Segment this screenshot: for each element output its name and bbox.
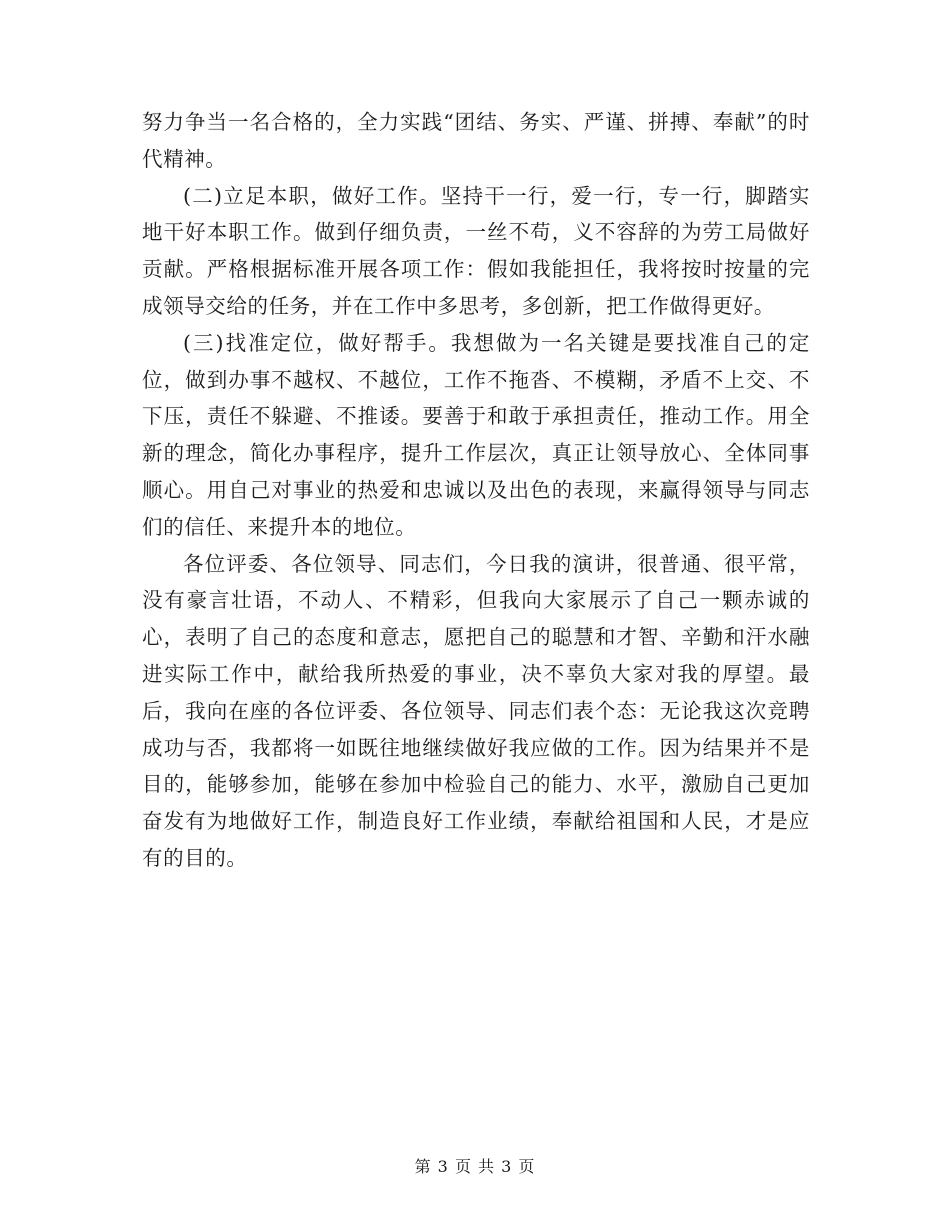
paragraph-continuation: 努力争当一名合格的，全力实践“团结、务实、严谨、拼搏、奉献”的时代精神。 xyxy=(142,110,810,171)
paragraph-point-two: (二)立足本职，做好工作。坚持干一行，爱一行，专一行，脚踏实地干好本职工作。做到仔细负责，一丝不苟，义不容辞的为劳工局做好贡献。严格根据标准开展各项工作：假如我能担任，我将按时按量的完成领导交给的任务，并在工作中多思考，多创新，把工作做得更好。 xyxy=(142,183,810,318)
document-body xyxy=(142,104,810,877)
page-number-footer: 第 3 页 共 3 页 xyxy=(414,1157,536,1176)
paragraph-closing: 各位评委、各位领导、同志们，今日我的演讲，很普通、很平常，没有豪言壮语，不动人、不精彩，但我向大家展示了自己一颗赤诚的心，表明了自己的态度和意志，愿把自己的聪慧和才智、辛勤和汗水融进实际工作中，献给我所热爱的事业，决不辜负大家对我的厚望。最后，我向在座的各位评委、各位领导、同志们表个态：无论我这次竞聘成功与否，我都将一如既往地继续做好我应做的工作。因为结果并不是目的，能够参加，能够在参加中检验自己的能力、水平，激励自己更加奋发有为地做好工作，制造良好工作业绩，奉献给祖国和人民，才是应有的目的。 xyxy=(142,551,810,870)
paragraph-point-three: (三)找准定位，做好帮手。我想做为一名关键是要找准自己的定位，做到办事不越权、不越位，工作不拖沓、不模糊，矛盾不上交、不下压，责任不躲避、不推诿。要善于和敢于承担责任，推动工作。用全新的理念，简化办事程序，提升工作层次，真正让领导放心、全体同事顺心。用自己对事业的热爱和忠诚以及出色的表现，来赢得领导与同志们的信任、来提升本的地位。 xyxy=(142,330,810,539)
